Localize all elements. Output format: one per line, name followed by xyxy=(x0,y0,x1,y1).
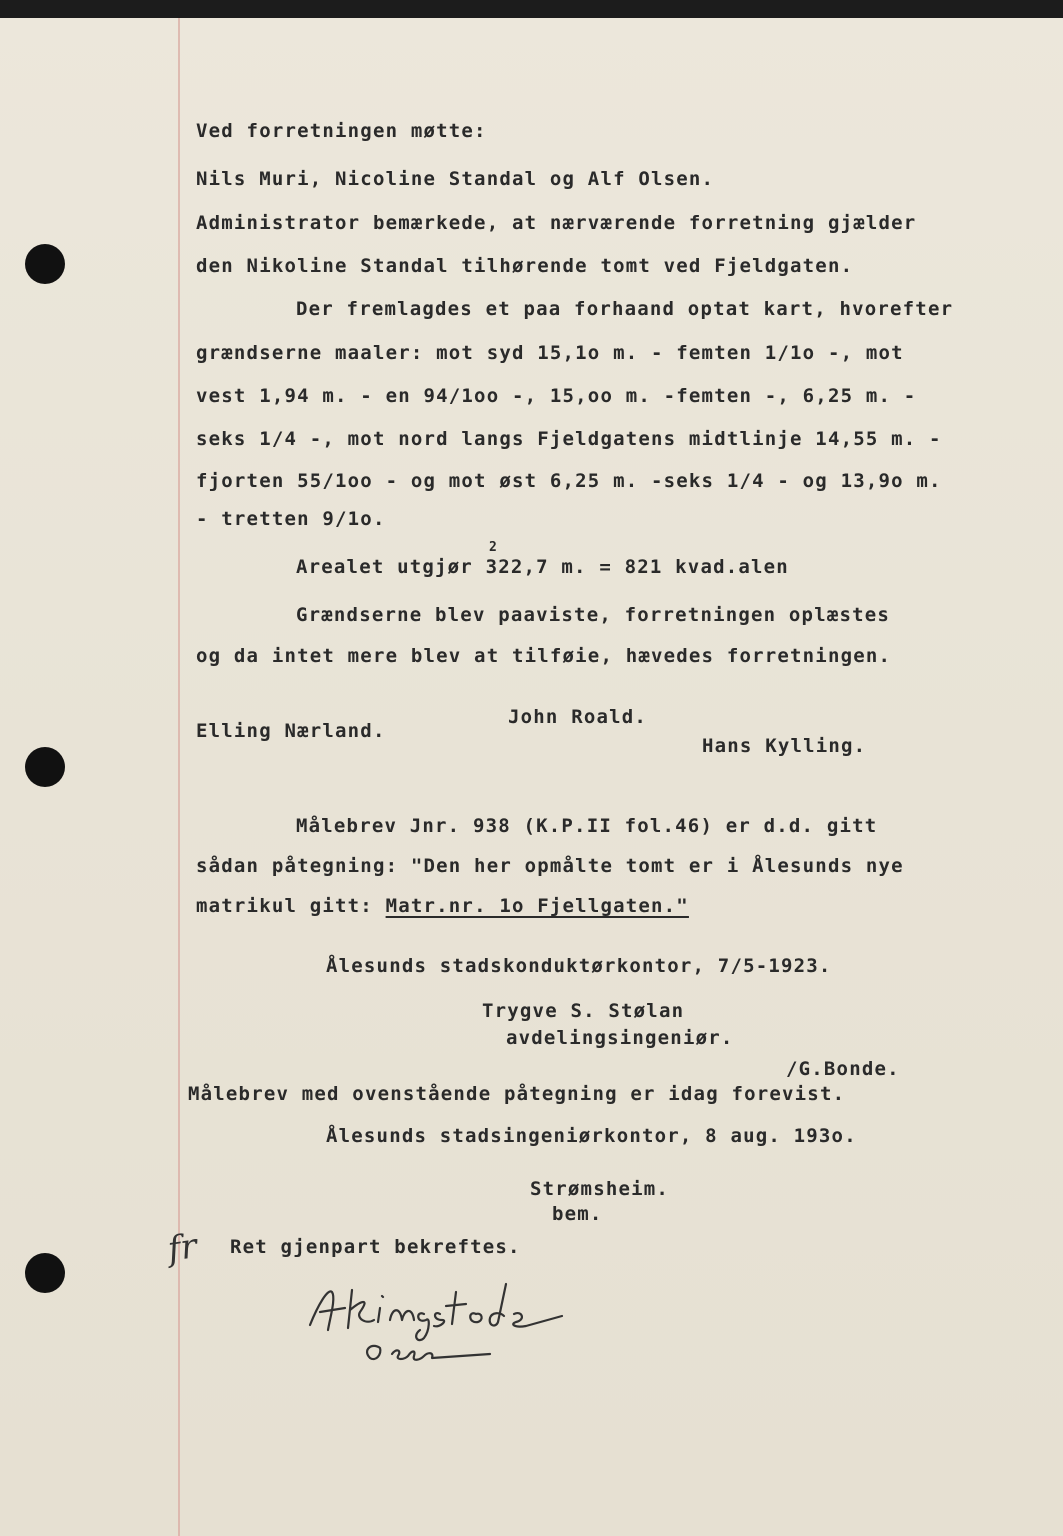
text-line: /G.Bonde. xyxy=(786,1058,900,1080)
margin-rule xyxy=(178,18,180,1536)
signature-name: Hans Kylling. xyxy=(702,735,867,757)
text-line: Målebrev Jnr. 938 (K.P.II fol.46) er d.d. gitt xyxy=(296,815,878,837)
signature-name: John Roald. xyxy=(508,706,648,728)
signature-name: Elling Nærland. xyxy=(196,720,386,742)
text-line: fjorten 55/1oo - og mot øst 6,25 m. -seks 1/4 - og 13,9o m. xyxy=(196,470,942,492)
text-line: Strømsheim. xyxy=(530,1178,670,1200)
text-line: bem. xyxy=(552,1203,603,1225)
superscript: 2 xyxy=(489,540,497,555)
text-line: Der fremlagdes et paa forhaand optat kart, hvorefter xyxy=(296,298,954,320)
punch-hole-icon xyxy=(25,244,65,284)
text-line: den Nikoline Standal tilhørende tomt ved Fjeldgaten. xyxy=(196,255,854,277)
text-line: Ålesunds stadskonduktørkontor, 7/5-1923. xyxy=(326,955,832,977)
text-line: og da intet mere blev at tilføie, hævedes forretningen. xyxy=(196,645,892,667)
text-line: Ret gjenpart bekreftes. xyxy=(230,1236,521,1258)
text-line: sådan påtegning: "Den her opmålte tomt er i Ålesunds nye xyxy=(196,855,904,877)
text-line: Arealet utgjør 322,7 m. = 821 kvad.alen xyxy=(296,556,789,578)
text-span: matrikul gitt: xyxy=(196,895,386,917)
text-line: Trygve S. Stølan xyxy=(482,1000,685,1022)
text-line: Ved forretningen møtte: xyxy=(196,120,487,142)
text-line: Administrator bemærkede, at nærværende forretning gjælder xyxy=(196,212,917,234)
text-line: Grændserne blev paaviste, forretningen oplæstes xyxy=(296,604,891,626)
text-line: Ålesunds stadsingeniørkontor, 8 aug. 193o. xyxy=(326,1125,857,1147)
text-line xyxy=(196,895,689,917)
text-line: seks 1/4 -, mot nord langs Fjeldgatens midtlinje 14,55 m. - xyxy=(196,428,942,450)
punch-hole-icon xyxy=(25,747,65,787)
text-line: Målebrev med ovenstående påtegning er idag forevist. xyxy=(188,1083,846,1105)
text-line: avdelingsingeniør. xyxy=(506,1027,734,1049)
text-line: - tretten 9/1o. xyxy=(196,508,386,530)
margin-handwritten-mark: fr xyxy=(165,1226,200,1270)
underlined-text: Matr.nr. 1o Fjellgaten." xyxy=(385,895,689,917)
scan-top-border xyxy=(0,0,1063,18)
text-line: vest 1,94 m. - en 94/1oo -, 15,oo m. -femten -, 6,25 m. - xyxy=(196,385,917,407)
text-line: Nils Muri, Nicoline Standal og Alf Olsen. xyxy=(196,168,715,190)
text-line: grændserne maaler: mot syd 15,1o m. - femten 1/1o -, mot xyxy=(196,342,904,364)
punch-hole-icon xyxy=(25,1253,65,1293)
handwritten-signature-icon xyxy=(300,1270,580,1380)
